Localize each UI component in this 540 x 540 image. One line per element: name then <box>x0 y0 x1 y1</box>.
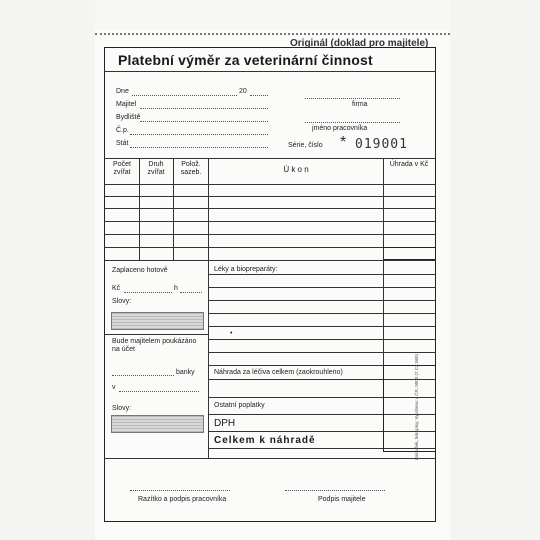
table-row <box>208 326 436 327</box>
stat-label: Stát <box>116 140 129 147</box>
table-row <box>208 313 436 314</box>
jmeno-pracovnika-field[interactable] <box>305 122 400 123</box>
table-row <box>104 234 436 235</box>
nahrada-leciva-label: Náhrada za léčiva celkem (zaokrouhleno) <box>214 369 343 376</box>
jmeno-pracovnika-label: jméno pracovníka <box>312 125 368 132</box>
serial-star: * <box>340 134 347 151</box>
col-divider <box>173 158 174 260</box>
title-divider <box>104 71 436 72</box>
banky-label: banky <box>176 369 195 376</box>
serie-cislo-label: Série, číslo <box>288 142 323 149</box>
razitko-line[interactable] <box>130 490 230 491</box>
table-row <box>104 196 436 197</box>
slovy2-shaded-field[interactable] <box>111 415 204 433</box>
dne-field[interactable] <box>132 95 237 96</box>
table-top-line <box>104 158 436 159</box>
v-label: v <box>112 384 116 391</box>
form-title: Platební výměr za veterinární činnost <box>118 52 373 68</box>
table-row <box>208 339 436 340</box>
bydliste-label: Bydliště <box>116 114 141 121</box>
col-druh-zvirat: Druh zvířat <box>147 161 165 176</box>
table-row <box>208 300 436 301</box>
slovy-label: Slovy: <box>112 298 132 305</box>
ostatni-poplatky-label: Ostatní poplatky <box>214 402 265 409</box>
table-row <box>208 352 436 353</box>
totals-box[interactable] <box>383 365 436 452</box>
kc-label: Kč <box>112 285 121 292</box>
table-row <box>104 208 436 209</box>
h-field[interactable] <box>180 292 202 293</box>
col-pocet-zvirat: Počet zvířat <box>113 161 131 176</box>
v-field[interactable] <box>119 391 199 392</box>
form-top-strip <box>95 0 450 30</box>
podpis-line[interactable] <box>285 490 385 491</box>
cp-label: Č.p. <box>116 127 129 134</box>
section-divider <box>104 334 208 335</box>
zaplaceno-hotove-label: Zaplaceno hotově <box>112 267 168 274</box>
table-row <box>208 287 436 288</box>
banka-field[interactable] <box>112 375 174 376</box>
majitel-field[interactable] <box>140 108 268 109</box>
col-ukon: Ú k o n <box>283 165 309 174</box>
razitko-label: Razítko a podpis pracovníka <box>138 496 227 503</box>
dph-label: DPH <box>214 418 236 429</box>
tear-off-perforation <box>95 33 450 35</box>
firma-label: firma <box>352 101 368 108</box>
serial-number: 019001 <box>355 137 408 152</box>
bude-poukazano-label: Bude majitelem poukázáno na účet <box>112 338 197 354</box>
leky-label: Léky a biopreparáty: <box>214 266 278 273</box>
bullet-mark: • <box>230 330 233 337</box>
table-row <box>104 260 436 261</box>
table-header-line <box>104 184 436 185</box>
firma-field[interactable] <box>305 98 400 99</box>
majitel-label: Majitel <box>116 101 137 108</box>
celkem-label: Celkem k náhradě <box>214 435 316 446</box>
year-field[interactable] <box>250 95 268 96</box>
slovy2-label: Slovy: <box>112 405 132 412</box>
bydliste-field[interactable] <box>140 121 268 122</box>
original-note: Originál (doklad pro majitele) <box>290 38 429 49</box>
col-divider <box>208 158 209 458</box>
dne-label: Dne <box>116 88 129 95</box>
podpis-label: Podpis majitele <box>318 496 366 503</box>
col-divider <box>139 158 140 260</box>
cp-field[interactable] <box>130 134 268 135</box>
footer-divider <box>104 458 436 459</box>
year-prefix: 20 <box>239 88 247 95</box>
subtotal-box[interactable] <box>383 247 436 260</box>
slovy-shaded-field[interactable] <box>111 312 204 330</box>
h-label: h <box>174 285 178 292</box>
table-row <box>104 221 436 222</box>
table-row <box>208 274 436 275</box>
printer-imprint: Baloušek, tiskopisy, Vyrobeno v ČR, 0000 (7 CZ 060) <box>414 353 419 460</box>
kc-field[interactable] <box>124 292 172 293</box>
col-poloz-sazeb: Polož. sazeb. <box>180 161 202 176</box>
col-uhrada: Úhrada v Kč <box>389 161 429 168</box>
stat-field[interactable] <box>130 147 268 148</box>
